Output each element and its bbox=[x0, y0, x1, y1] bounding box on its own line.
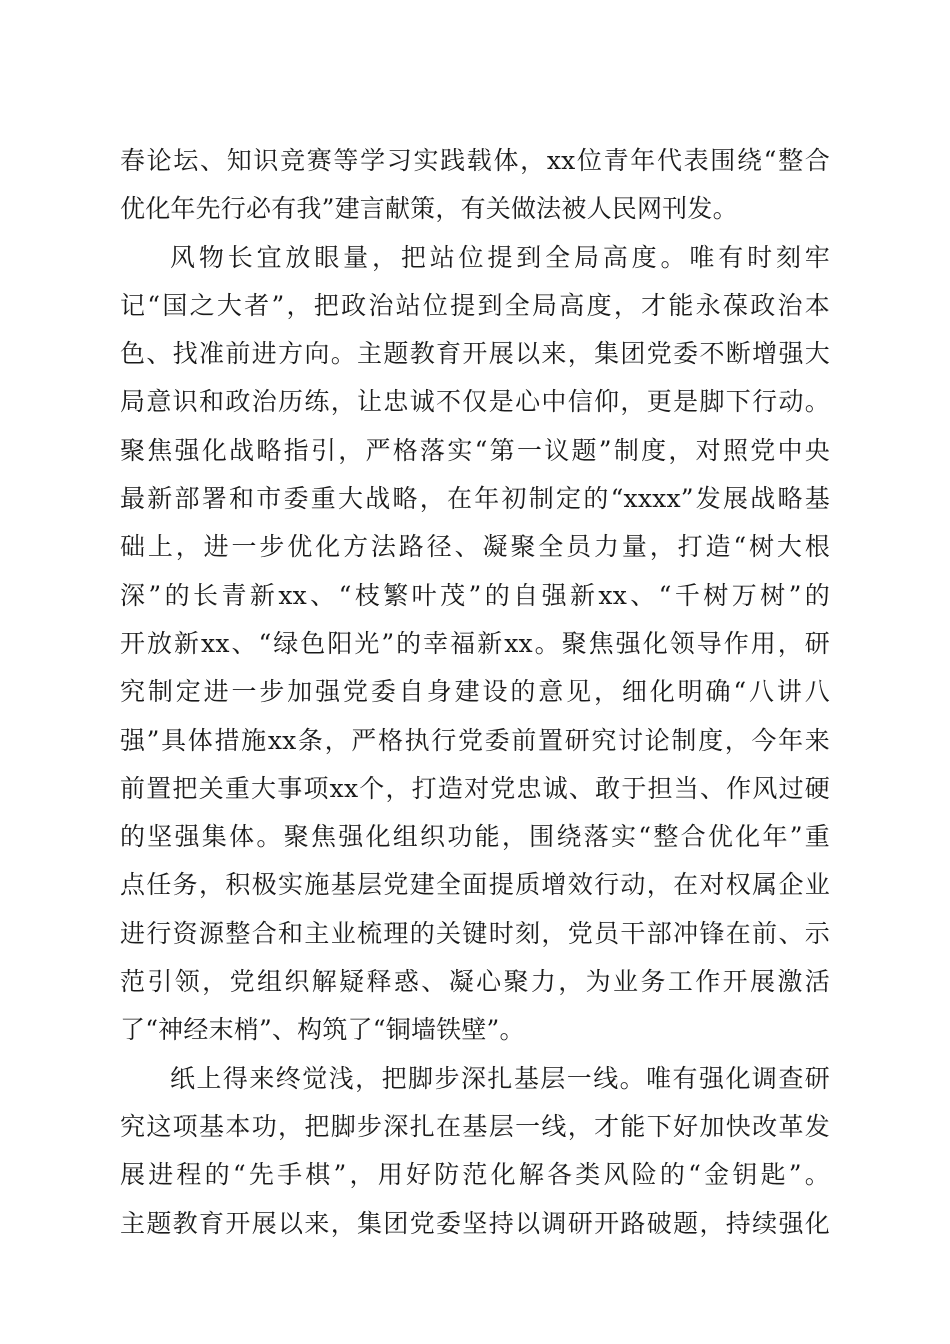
text-line: 最新部署和市委重大战略，在年初制定的“xxxx”发展战略基 bbox=[120, 484, 830, 514]
text-line: 记“国之大者”，把政治站位提到全局高度，才能永葆政治本 bbox=[120, 290, 830, 320]
text-line: 强”具体措施xx条，严格执行党委前置研究讨论制度，今年来 bbox=[120, 725, 830, 755]
text-line: 纸上得来终觉浅，把脚步深扎基层一线。唯有强化调查研 bbox=[170, 1063, 830, 1093]
text-line: 聚焦强化战略指引，严格落实“第一议题”制度，对照党中央 bbox=[120, 435, 830, 465]
text-line: 了“神经末梢”、构筑了“铜墙铁壁”。 bbox=[120, 1015, 525, 1045]
text-line: 的坚强集体。聚焦强化组织功能，围绕落实“整合优化年”重 bbox=[120, 822, 830, 852]
text-line: 深”的长青新xx、“枝繁叶茂”的自强新xx、“千树万树”的 bbox=[120, 580, 830, 610]
paragraph bbox=[120, 137, 830, 234]
paragraph bbox=[120, 1055, 830, 1248]
text-line: 点任务，积极实施基层党建全面提质增效行动，在对权属企业 bbox=[120, 870, 830, 900]
text-line: 展进程的“先手棋”，用好防范化解各类风险的“金钥匙”。 bbox=[120, 1160, 830, 1190]
text-line: 主题教育开展以来，集团党委坚持以调研开路破题，持续强化 bbox=[120, 1208, 830, 1238]
text-line: 风物长宜放眼量，把站位提到全局高度。唯有时刻牢 bbox=[170, 242, 830, 272]
text-line: 春论坛、知识竞赛等学习实践载体，xx位青年代表围绕“整合 bbox=[120, 146, 830, 175]
text-line: 局意识和政治历练，让忠诚不仅是心中信仰，更是脚下行动。 bbox=[120, 387, 830, 417]
text-line: 开放新xx、“绿色阳光”的幸福新xx。聚焦强化领导作用，研 bbox=[120, 628, 830, 658]
text-line: 范引领，党组织解疑释惑、凝心聚力，为业务工作开展激活 bbox=[120, 967, 830, 997]
text-line: 究这项基本功，把脚步深扎在基层一线，才能下好加快改革发 bbox=[120, 1111, 830, 1141]
document-body bbox=[120, 137, 830, 1248]
paragraph bbox=[120, 234, 830, 1055]
text-line: 色、找准前进方向。主题教育开展以来，集团党委不断增强大 bbox=[120, 339, 830, 369]
text-line: 究制定进一步加强党委自身建设的意见，细化明确“八讲八 bbox=[120, 677, 830, 707]
text-line: 前置把关重大事项xx个，打造对党忠诚、敢于担当、作风过硬 bbox=[120, 773, 830, 803]
text-line: 优化年先行必有我”建言献策，有关做法被人民网刊发。 bbox=[120, 194, 738, 224]
text-line: 础上，进一步优化方法路径、凝聚全员力量，打造“树大根 bbox=[120, 532, 830, 562]
text-line: 进行资源整合和主业梳理的关键时刻，党员干部冲锋在前、示 bbox=[120, 918, 830, 948]
